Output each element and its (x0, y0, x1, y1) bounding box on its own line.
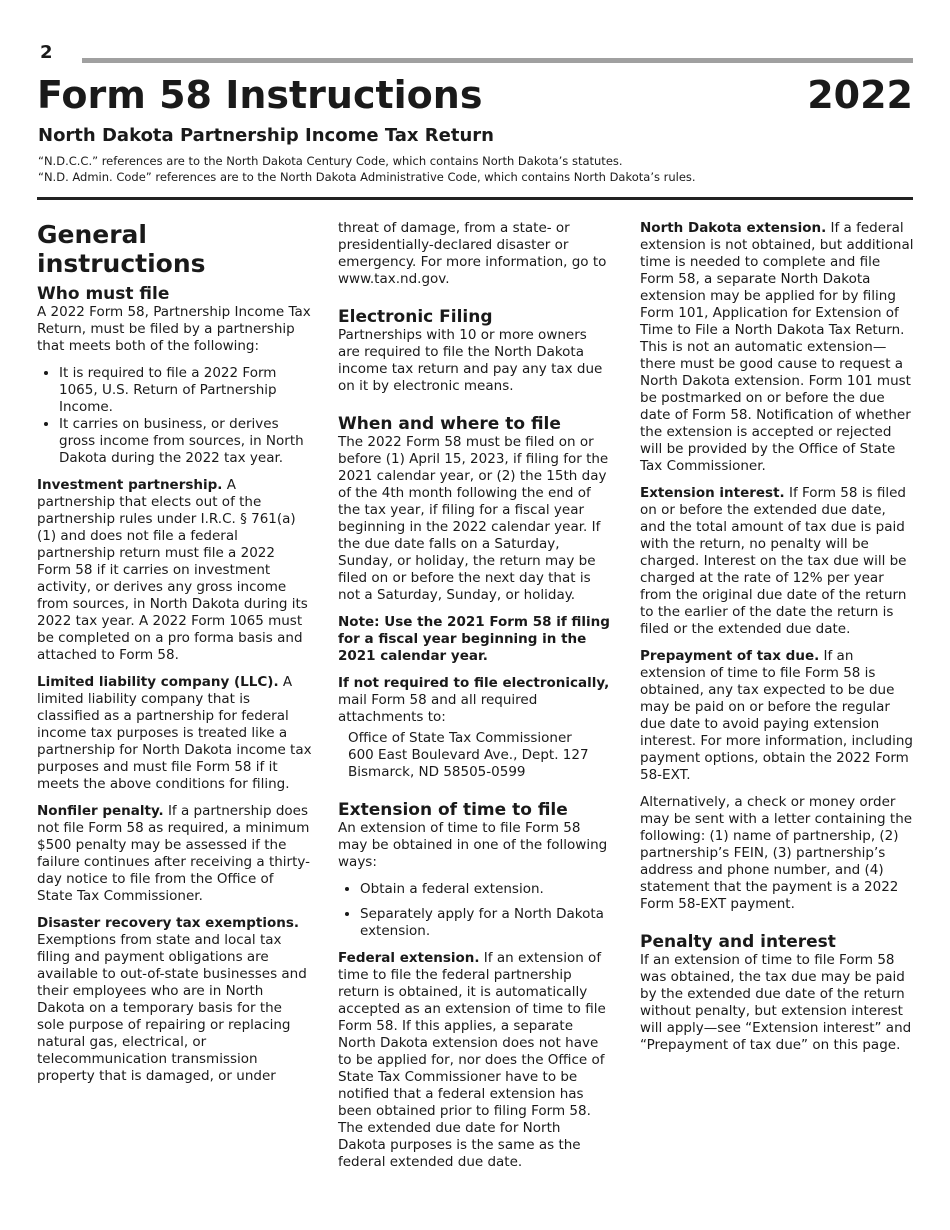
extension-interest-text: If Form 58 is filed on or before the extended due date, and the total amount of tax due is paid with the return, no penalty will be charged. Interest on the tax due will be charged at the rate of 12% per year from the original due date of the return to the earlier of the date the return is filed or the extended due date. (640, 485, 907, 637)
address-line: Office of State Tax Commissioner (348, 730, 572, 746)
when-where-text: The 2022 Form 58 must be filed on or before (1) April 15, 2023, if filing for the 2021 calendar year, or (2) the 15th day of the 4th month following the end of the tax year, if filing for a fiscal year beginning in the 2022 calendar year. If the due date falls on a Saturday, Sunday, or holiday, the return may be filed on or before the next day that is not a Saturday, Sunday, or holiday. (338, 434, 609, 603)
header-divider (37, 197, 913, 200)
mail-paragraph (338, 675, 612, 726)
llc-text: A limited liability company that is classified as a partnership for federal income tax purposes is treated like a partnership for North Dakota income tax purposes and must file Form 58 if it meets the above conditions for filing. (37, 674, 312, 792)
alternative-payment-text: Alternatively, a check or money order may be sent with a letter containing the following: (1) name of partnership, (2) partnership’s FEIN, (3) partnership’s address and phone number, and (4) statement that the payment is a 2022 Form 58-EXT payment. (640, 794, 913, 912)
who-must-file-list (37, 365, 313, 467)
prepayment-text: If an extension of time to file Form 58 is obtained, any tax expected to be due may be paid on or before the regular due date to avoid paying extension interest. For more information, including payment options, obtain the 2022 Form 58-EXT. (640, 648, 913, 783)
nonfiler-penalty-text: If a partnership does not file Form 58 as required, a minimum $500 penalty may be assessed if the failure continues after receiving a thirty-day notice to file from the Office of State Tax Commissioner. (37, 803, 311, 904)
disaster-recovery-text: Exemptions from state and local tax filing and payment obligations are available to out-of-state businesses and their employees who are in North Dakota on a temporary basis for the sole purpose of repairing or replacing natural gas, electrical, or telecommunication transmission property that is damaged, or under (37, 932, 307, 1084)
disaster-recovery-label: Disaster recovery tax exemptions. (37, 915, 300, 931)
when-where-heading: When and where to file (338, 414, 561, 434)
nd-extension-label: North Dakota extension. (640, 220, 827, 236)
extension-interest-label: Extension interest. (640, 485, 785, 501)
prepayment-label: Prepayment of tax due. (640, 648, 820, 664)
who-must-file-text: A 2022 Form 58, Partnership Income Tax Return, must be filed by a partnership that meets both of the following: (37, 304, 311, 354)
llc-paragraph (37, 674, 313, 793)
federal-extension-label: Federal extension. (338, 950, 480, 966)
admin-code-note: “N.D. Admin. Code” references are to the North Dakota Administrative Code, which contains North Dakota’s rules. (38, 170, 696, 184)
mailing-address (348, 730, 612, 781)
investment-partnership-text: A partnership that elects out of the partnership rules under I.R.C. § 761(a)(1) and does not file a federal partnership return must file a 2022 Form 58 if it carries on investment activity, or derives any gross income from sources, in North Dakota during its 2022 tax year. A 2022 Form 1065 must be completed on a pro forma basis and attached to Form 58. (37, 477, 308, 663)
llc-label: Limited liability company (LLC). (37, 674, 279, 690)
penalty-interest-text: If an extension of time to file Form 58 was obtained, the tax due may be paid by the extended due date of the return without penalty, but extension interest will apply—see “Extension interest” and “Prepayment of tax due” on this page. (640, 952, 912, 1053)
disaster-recovery-paragraph (37, 915, 313, 1085)
column-right (640, 220, 915, 1064)
address-line: 600 East Boulevard Ave., Dept. 127 (348, 747, 589, 763)
disaster-continued-text: threat of damage, from a state- or presidentially-declared disaster or emergency. For more information, go to www.tax.nd.gov. (338, 220, 607, 287)
ndcc-note: “N.D.C.C.” references are to the North Dakota Century Code, which contains North Dakota’s statutes. (38, 154, 623, 168)
page-subtitle: North Dakota Partnership Income Tax Return (38, 125, 494, 146)
page-title: Form 58 Instructions (37, 73, 483, 117)
electronic-filing-text: Partnerships with 10 or more owners are required to file the North Dakota income tax return and pay any tax due on it by electronic means. (338, 327, 603, 394)
list-item: • It is required to file a 2022 Form 1065, U.S. Return of Partnership Income. (59, 365, 313, 416)
general-instructions-heading: General instructions (37, 220, 206, 278)
nd-extension-text: If a federal extension is not obtained, but additional time is needed to complete and file Form 58, a separate North Dakota extension may be applied for by filing Form 101, Application for Extension of Time to File a North Dakota Tax Return. This is not an automatic extension—there must be good cause to request a North Dakota extension. Form 101 must be postmarked on or before the due date of Form 58. Notification of whether the extension is accepted or rejected will be provided by the Office of State Tax Commissioner. (640, 220, 914, 474)
federal-extension-paragraph (338, 950, 612, 1171)
mail-text: mail Form 58 and all required attachments to: (338, 692, 538, 725)
extension-interest-paragraph (640, 485, 915, 638)
nd-extension-paragraph (640, 220, 915, 475)
column-left (37, 220, 313, 1095)
extension-text: An extension of time to file Form 58 may be obtained in one of the following ways: (338, 820, 608, 870)
investment-partnership-paragraph (37, 477, 313, 664)
address-line: Bismarck, ND 58505-0599 (348, 764, 526, 780)
page-number: 2 (40, 42, 53, 63)
nonfiler-penalty-paragraph (37, 803, 313, 905)
fiscal-year-note: Note: Use the 2021 Form 58 if filing for a fiscal year beginning in the 2021 calendar year. (338, 614, 610, 664)
investment-partnership-label: Investment partnership. (37, 477, 223, 493)
prepayment-paragraph (640, 648, 915, 784)
column-middle (338, 220, 612, 1181)
form-year: 2022 (807, 73, 913, 117)
list-item: • It carries on business, or derives gross income from sources, in North Dakota during the 2022 tax year. (59, 416, 313, 467)
extension-heading: Extension of time to file (338, 800, 568, 820)
who-must-file-heading: Who must file (37, 284, 170, 304)
penalty-interest-heading: Penalty and interest (640, 932, 836, 952)
extension-list (338, 881, 612, 940)
electronic-filing-heading: Electronic Filing (338, 307, 493, 327)
list-item: • Obtain a federal extension. (360, 881, 612, 898)
mail-label: If not required to file electronically, (338, 675, 610, 691)
nonfiler-penalty-label: Nonfiler penalty. (37, 803, 164, 819)
list-item: • Separately apply for a North Dakota extension. (360, 906, 612, 940)
top-rule (82, 58, 913, 63)
federal-extension-text: If an extension of time to file the federal partnership return is obtained, it is automatically accepted as an extension of time to file Form 58. If this applies, a separate North Dakota extension does not have to be applied for, nor does the Office of State Tax Commissioner have to be notified that a federal extension has been obtained prior to filing Form 58. The extended due date for North Dakota purposes is the same as the federal extended due date. (338, 950, 606, 1170)
